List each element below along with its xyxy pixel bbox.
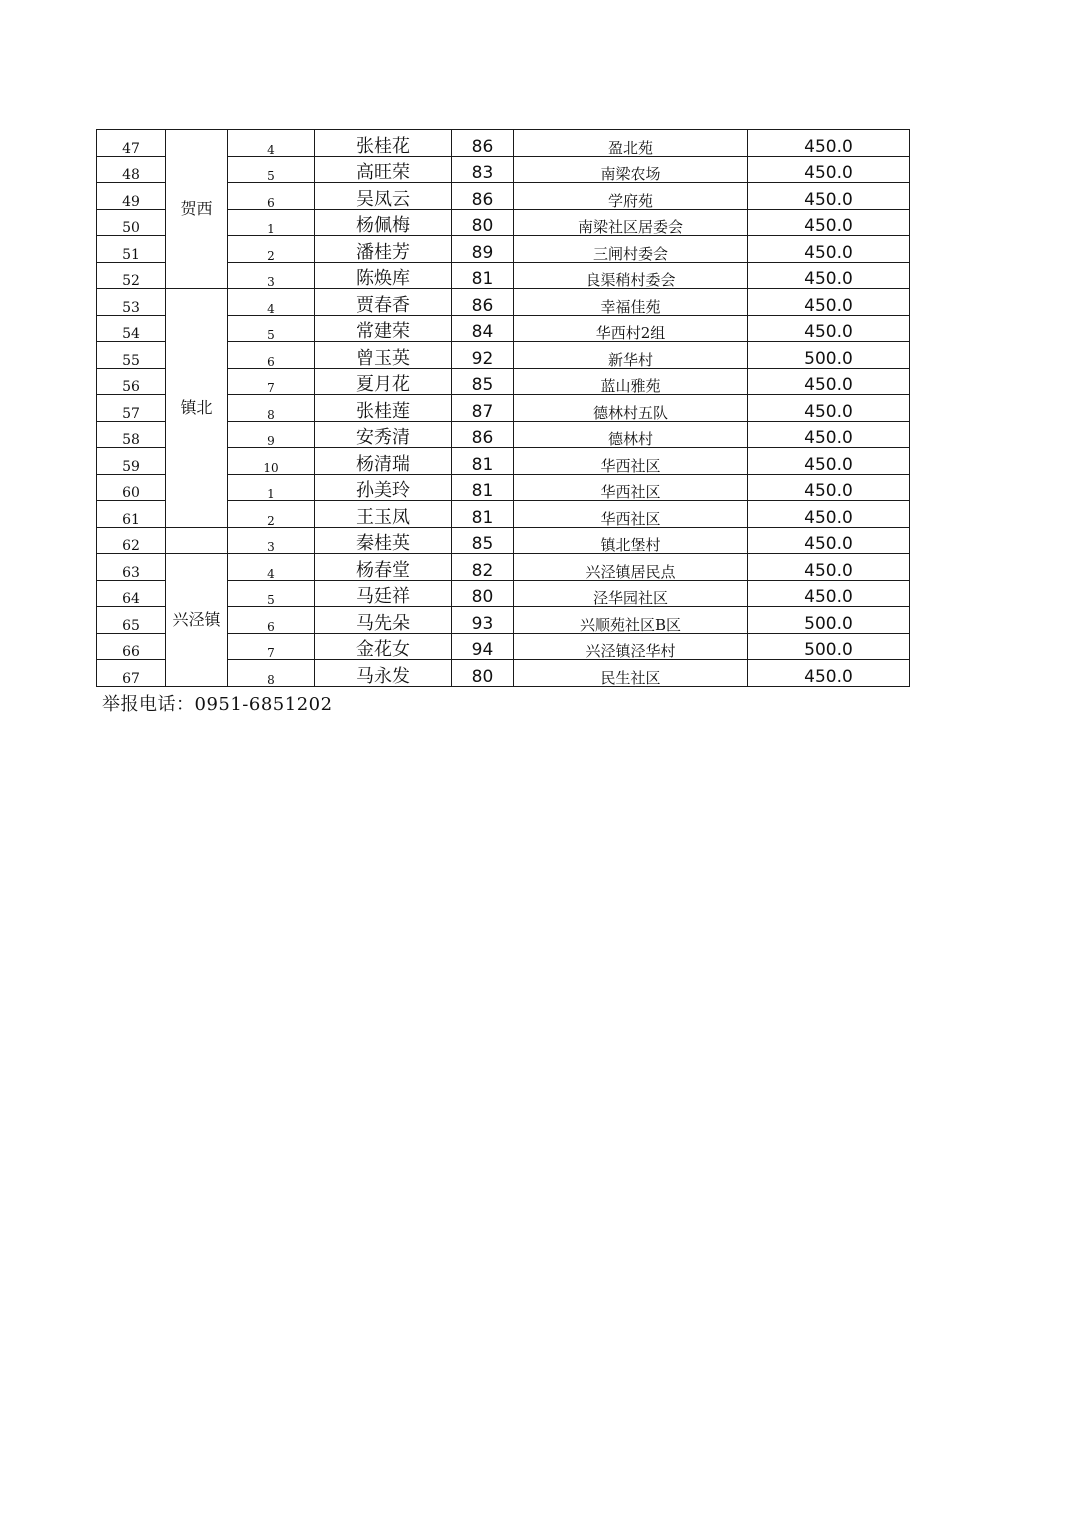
person-name: 王玉凤 (315, 501, 452, 528)
row-seq: 52 (97, 262, 166, 289)
subsidy-amount: 450.0 (748, 660, 910, 687)
person-age: 84 (452, 315, 514, 342)
row-seq: 64 (97, 580, 166, 607)
person-address: 学府苑 (514, 183, 748, 210)
row-number: 5 (228, 315, 315, 342)
person-address: 南梁社区居委会 (514, 209, 748, 236)
table-row (97, 554, 910, 581)
subsidy-amount: 500.0 (748, 633, 910, 660)
person-address: 南梁农场 (514, 156, 748, 183)
subsidy-amount: 450.0 (748, 474, 910, 501)
row-number: 10 (228, 448, 315, 475)
person-address: 华西社区 (514, 501, 748, 528)
row-seq: 55 (97, 342, 166, 369)
person-age: 80 (452, 580, 514, 607)
row-number: 4 (228, 130, 315, 157)
person-address: 华西村2组 (514, 315, 748, 342)
report-phone: 举报电话：0951-6851202 (102, 694, 333, 715)
subsidy-amount: 450.0 (748, 209, 910, 236)
subsidy-amount: 450.0 (748, 395, 910, 422)
person-address: 蓝山雅苑 (514, 368, 748, 395)
person-name: 孙美玲 (315, 474, 452, 501)
row-number: 8 (228, 395, 315, 422)
person-address: 良渠稍村委会 (514, 262, 748, 289)
row-number: 4 (228, 554, 315, 581)
person-address: 兴泾镇泾华村 (514, 633, 748, 660)
row-seq: 66 (97, 633, 166, 660)
subsidy-amount: 450.0 (748, 315, 910, 342)
person-address: 民生社区 (514, 660, 748, 687)
data-table (96, 129, 910, 687)
subsidy-amount: 450.0 (748, 368, 910, 395)
row-number: 7 (228, 368, 315, 395)
row-seq: 49 (97, 183, 166, 210)
subsidy-amount: 450.0 (748, 183, 910, 210)
subsidy-amount: 450.0 (748, 501, 910, 528)
subsidy-amount: 500.0 (748, 342, 910, 369)
subsidy-amount: 500.0 (748, 607, 910, 634)
subsidy-amount: 450.0 (748, 448, 910, 475)
row-number: 3 (228, 262, 315, 289)
row-seq: 51 (97, 236, 166, 263)
row-number: 3 (228, 527, 315, 554)
row-number: 6 (228, 607, 315, 634)
row-seq: 63 (97, 554, 166, 581)
person-age: 86 (452, 421, 514, 448)
person-address: 兴顺苑社区B区 (514, 607, 748, 634)
person-age: 81 (452, 262, 514, 289)
person-name: 金花女 (315, 633, 452, 660)
row-seq: 54 (97, 315, 166, 342)
person-age: 89 (452, 236, 514, 263)
subsidy-amount: 450.0 (748, 421, 910, 448)
person-address: 德林村 (514, 421, 748, 448)
person-name: 马永发 (315, 660, 452, 687)
subsidy-amount: 450.0 (748, 130, 910, 157)
row-seq: 47 (97, 130, 166, 157)
person-age: 80 (452, 660, 514, 687)
row-seq: 59 (97, 448, 166, 475)
row-number: 5 (228, 580, 315, 607)
subsidy-amount: 450.0 (748, 289, 910, 316)
subsidy-amount: 450.0 (748, 580, 910, 607)
person-address: 德林村五队 (514, 395, 748, 422)
row-seq: 48 (97, 156, 166, 183)
person-address: 幸福佳苑 (514, 289, 748, 316)
row-seq: 61 (97, 501, 166, 528)
row-seq: 60 (97, 474, 166, 501)
subsidy-amount: 450.0 (748, 527, 910, 554)
table-row (97, 289, 910, 316)
row-number: 7 (228, 633, 315, 660)
person-name: 安秀清 (315, 421, 452, 448)
person-name: 高旺荣 (315, 156, 452, 183)
person-age: 86 (452, 289, 514, 316)
person-name: 马廷祥 (315, 580, 452, 607)
person-name: 夏月花 (315, 368, 452, 395)
row-number: 2 (228, 501, 315, 528)
person-age: 83 (452, 156, 514, 183)
row-seq: 58 (97, 421, 166, 448)
town-name: 贺西 (166, 130, 228, 289)
pension-table (96, 129, 910, 687)
town-empty (166, 527, 228, 554)
person-name: 陈焕库 (315, 262, 452, 289)
person-address: 新华村 (514, 342, 748, 369)
person-age: 93 (452, 607, 514, 634)
person-name: 贾春香 (315, 289, 452, 316)
row-seq: 62 (97, 527, 166, 554)
person-age: 86 (452, 183, 514, 210)
row-seq: 57 (97, 395, 166, 422)
row-seq: 50 (97, 209, 166, 236)
row-number: 6 (228, 342, 315, 369)
person-name: 杨佩梅 (315, 209, 452, 236)
person-age: 85 (452, 368, 514, 395)
person-age: 81 (452, 474, 514, 501)
subsidy-amount: 450.0 (748, 156, 910, 183)
person-address: 兴泾镇居民点 (514, 554, 748, 581)
person-address: 华西社区 (514, 474, 748, 501)
person-name: 张桂花 (315, 130, 452, 157)
subsidy-amount: 450.0 (748, 554, 910, 581)
row-number: 8 (228, 660, 315, 687)
row-seq: 53 (97, 289, 166, 316)
table-row (97, 527, 910, 554)
person-name: 曾玉英 (315, 342, 452, 369)
person-name: 杨春堂 (315, 554, 452, 581)
person-name: 张桂莲 (315, 395, 452, 422)
row-number: 9 (228, 421, 315, 448)
person-name: 常建荣 (315, 315, 452, 342)
person-name: 杨清瑞 (315, 448, 452, 475)
row-number: 5 (228, 156, 315, 183)
row-number: 1 (228, 474, 315, 501)
town-name: 镇北 (166, 289, 228, 528)
row-seq: 67 (97, 660, 166, 687)
subsidy-amount: 450.0 (748, 262, 910, 289)
table-row (97, 130, 910, 157)
row-number: 4 (228, 289, 315, 316)
row-seq: 65 (97, 607, 166, 634)
row-number: 1 (228, 209, 315, 236)
person-name: 吴凤云 (315, 183, 452, 210)
person-address: 三闸村委会 (514, 236, 748, 263)
person-address: 镇北堡村 (514, 527, 748, 554)
person-age: 92 (452, 342, 514, 369)
person-name: 马先朵 (315, 607, 452, 634)
person-address: 盈北苑 (514, 130, 748, 157)
person-age: 81 (452, 448, 514, 475)
town-name: 兴泾镇 (166, 554, 228, 687)
person-age: 94 (452, 633, 514, 660)
person-age: 86 (452, 130, 514, 157)
row-number: 6 (228, 183, 315, 210)
person-age: 85 (452, 527, 514, 554)
person-address: 泾华园社区 (514, 580, 748, 607)
person-age: 81 (452, 501, 514, 528)
person-address: 华西社区 (514, 448, 748, 475)
person-age: 80 (452, 209, 514, 236)
person-name: 秦桂英 (315, 527, 452, 554)
person-age: 87 (452, 395, 514, 422)
subsidy-amount: 450.0 (748, 236, 910, 263)
person-name: 潘桂芳 (315, 236, 452, 263)
person-age: 82 (452, 554, 514, 581)
row-seq: 56 (97, 368, 166, 395)
row-number: 2 (228, 236, 315, 263)
